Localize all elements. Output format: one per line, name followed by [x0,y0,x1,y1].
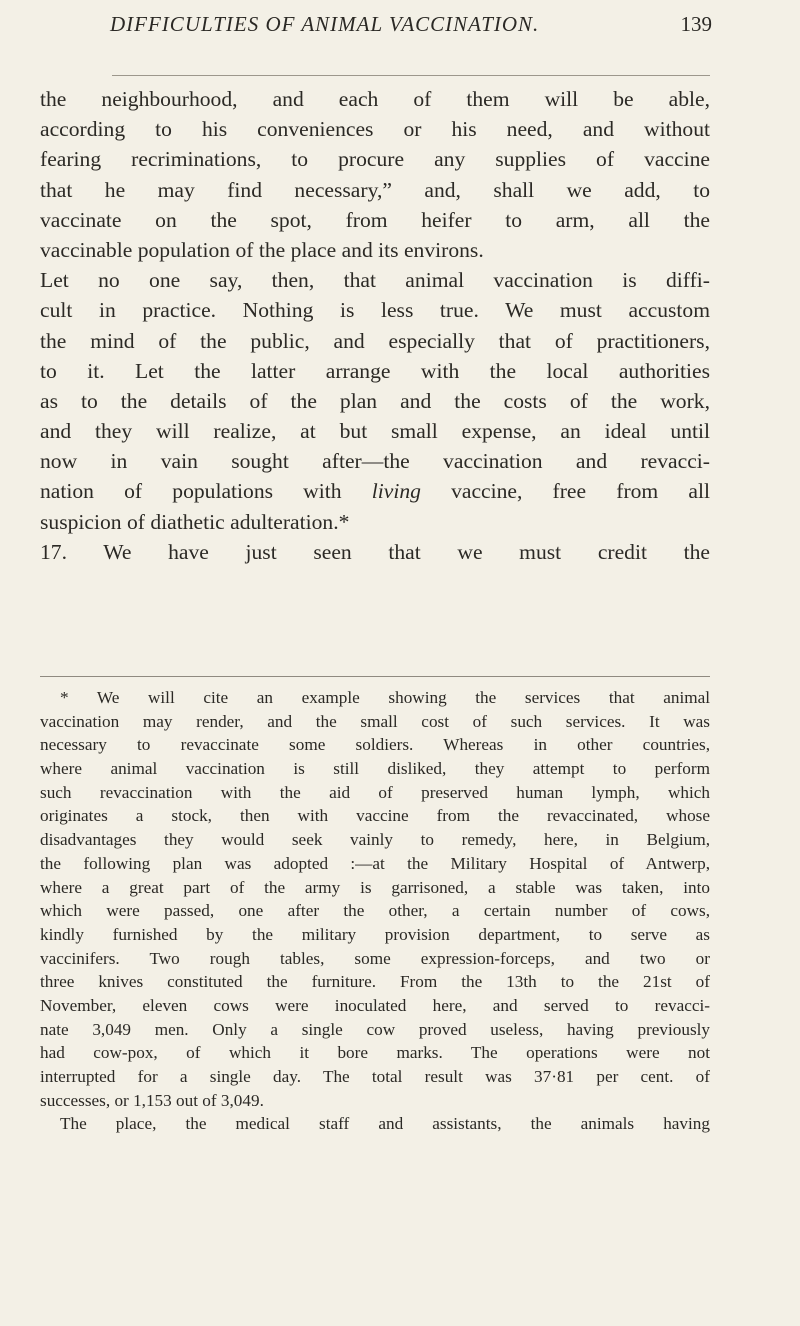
footnote-line: had cow-pox, of which it bore marks. The operations were not [40,1043,710,1063]
text-line: suspicion of diathetic adulteration.* [40,509,350,534]
running-title: DIFFICULTIES OF ANIMAL VACCINATION. [110,12,540,36]
footnote-line: * We will cite an example showing the services that animal [60,688,710,707]
text-segment: vaccine, free from all [420,479,710,504]
running-head [110,12,710,42]
footnote-line: where animal vaccination is still disliked, they attempt to perform [40,759,710,779]
footnote-line: vaccinifers. Two rough tables, some expression-forceps, and two or [40,948,710,968]
text-line: that he may find necessary,” and, shall we add, to [40,177,710,202]
text-line-with-italic [40,476,710,506]
footnote-rule [40,676,710,677]
footnote-line: The place, the medical staff and assistants, the animals having [60,1114,710,1134]
text-line: now in vain sought after—the vaccination and revacci- [40,449,710,474]
text-line: vaccinable population of the place and its environs. [40,237,484,262]
text-line: and they will realize, at but small expense, an ideal until [40,419,710,444]
page-number: 139 [680,12,712,36]
text-line: the neighbourhood, and each of them will be able, [40,87,710,111]
footnote-line: such revaccination with the aid of preserved human lymph, which [40,782,710,802]
footnote-line: which were passed, one after the other, a certain number of cows, [40,901,710,921]
text-line: fearing recriminations, to procure any supplies of vaccine [40,147,710,172]
footnote-line: three knives constituted the furniture. From the 13th to the 21st of [40,972,710,992]
footnote-line: necessary to revaccinate some soldiers. Whereas in other countries, [40,735,710,755]
text-line: to it. Let the latter arrange with the local authorities [40,358,710,383]
text-line: the mind of the public, and especially that of practitioners, [40,328,710,353]
footnote-line: vaccination may render, and the small cost of such services. It was [40,711,710,731]
main-text [40,84,710,567]
footnote-line: successes, or 1,153 out of 3,049. [40,1090,264,1110]
text-line: vaccinate on the spot, from heifer to arm, all the [40,207,710,232]
footnote-line: interrupted for a single day. The total result was 37·81 per cent. of [40,1067,710,1086]
text-line: 17. We have just seen that we must credit the [40,539,710,564]
text-segment: nation of populations with [40,479,342,504]
footnote-line: November, eleven cows were inoculated here, and served to revacci- [40,995,710,1015]
italic-word: living [371,479,421,504]
text-line: according to his conveniences or his need, and without [40,117,710,142]
footnote-line: nate 3,049 men. Only a single cow proved useless, having previously [40,1019,710,1039]
text-line: as to the details of the plan and the costs of the work, [40,388,710,413]
footnote-line: the following plan was adopted :—at the Military Hospital of Antwerp, [40,853,710,873]
footnote-line: originates a stock, then with vaccine from the revaccinated, whose [40,806,710,826]
footnote-line: where a great part of the army is garrisoned, a stable was taken, into [40,877,710,897]
footnote-line: kindly furnished by the military provision department, to serve as [40,924,710,944]
text-line: Let no one say, then, that animal vaccination is diffi- [40,268,710,293]
header-rule [112,75,710,76]
footnote [40,686,710,1136]
text-line: cult in practice. Nothing is less true. We must accustom [40,298,710,323]
footnote-line: disadvantages they would seek vainly to remedy, here, in Belgium, [40,830,710,850]
